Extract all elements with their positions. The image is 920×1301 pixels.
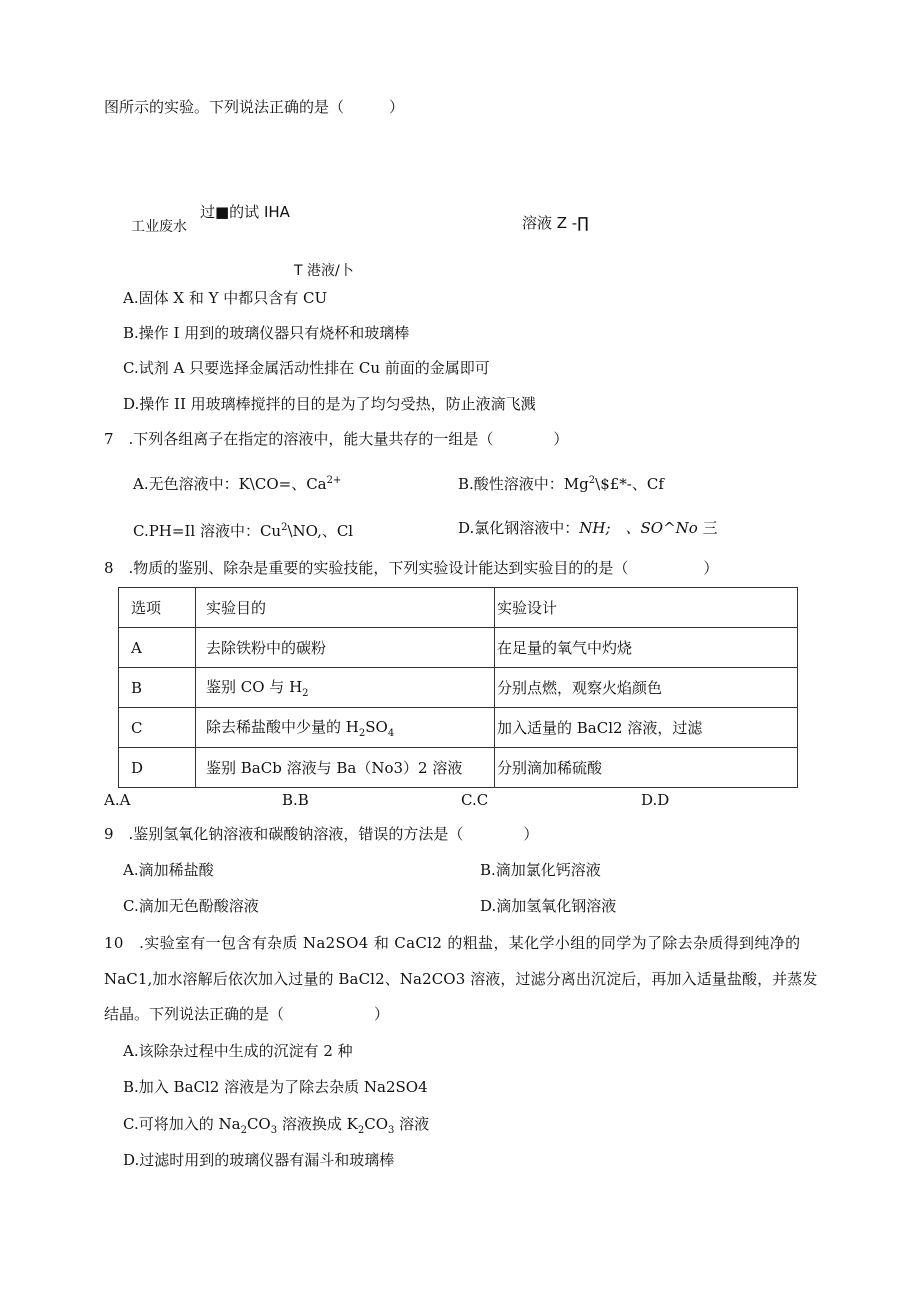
table-row [119, 748, 798, 788]
q8-answer-c: C.C [461, 791, 489, 809]
table-header-design: 实验设计 [495, 588, 798, 628]
table-cell-design: 在足量的氧气中灼烧 [495, 628, 798, 668]
q9-option-a: A.滴加稀盐酸 [123, 861, 214, 879]
table-cell-option: D [119, 748, 196, 788]
q7-option-b: B.酸性溶液中：Mg$^2$\$£*-、Cf [458, 475, 664, 493]
q7-option-d: D.氯化钢溶液中：NH; 、SO^No 三 [458, 519, 718, 537]
table-cell-design: 分别点燃，观察火焰颜色 [495, 668, 798, 708]
table-header-row [119, 588, 798, 628]
q10-line2: NaC1,加水溶解后依次加入过量的 BaCl2、Na2CO3 溶液，过滤分离出沉淀后，再加入适量盐酸，并蒸发 [104, 970, 818, 988]
table-cell-design: 分别滴加稀硫酸 [495, 748, 798, 788]
q8-stem: 8 .物质的鉴别、除杂是重要的实验技能，下列实验设计能达到实验目的的是（ ） [104, 559, 719, 577]
q10-option-b: B.加入 BaCl2 溶液是为了除去杂质 Na2SO4 [123, 1078, 428, 1096]
table-cell-design: 加入适量的 BaCl2 溶液，过滤 [495, 708, 798, 748]
q6-option-c: C.试剂 A 只要选择金属活动性排在 Cu 前面的金属即可 [123, 359, 490, 377]
table-cell-option: A [119, 628, 196, 668]
table-row [119, 628, 798, 668]
q6-option-b: B.操作 I 用到的玻璃仪器只有烧杯和玻璃棒 [123, 324, 410, 342]
table-row [119, 668, 798, 708]
table-cell-purpose: 除去稀盐酸中少量的 $H_2SO_4$ [196, 708, 495, 748]
q9-option-d: D.滴加氢氧化钢溶液 [480, 897, 617, 915]
table-cell-purpose: 鉴别 BaCb 溶液与 Ba（No3）2 溶液 [196, 748, 495, 788]
table-cell-purpose: 去除铁粉中的碳粉 [196, 628, 495, 668]
q10-option-d: D.过滤时用到的玻璃仪器有漏斗和玻璃棒 [123, 1151, 395, 1169]
diagram-label-wastewater: 工业废水 [131, 219, 187, 235]
q6-option-a: A.固体 X 和 Y 中都只含有 CU [123, 289, 328, 307]
table-cell-option: C [119, 708, 196, 748]
q8-answer-b: B.B [282, 791, 309, 809]
table-cell-option: B [119, 668, 196, 708]
table-header-purpose: 实验目的 [196, 588, 495, 628]
q10-line1: 10 .实验室有一包含有杂质 Na2SO4 和 CaCl2 的粗盐，某化学小组的同学为了除去杂质得到纯净的 [104, 934, 801, 952]
diagram-label-solution: 溶液 Z -∏ [522, 214, 589, 232]
q7-stem: 7 .下列各组离子在指定的溶液中，能大量共存的一组是（ ） [104, 430, 569, 448]
q10-option-c: C.可将加入的 $Na_2CO_3$ 溶液换成 $K_2CO_3$ 溶液 [123, 1115, 430, 1136]
table-header-option: 选项 [119, 588, 196, 628]
diagram-label-reagent: 过■的试 IHA [200, 203, 290, 221]
q10-line3: 结晶。下列说法正确的是（ ） [104, 1005, 390, 1023]
q9-option-b: B.滴加氯化钙溶液 [480, 861, 601, 879]
q10-option-a: A.该除杂过程中生成的沉淀有 2 种 [123, 1042, 353, 1060]
q7-option-a: A.无色溶液中：K\CO=、$Ca^{2+}$ [133, 475, 342, 493]
table-row [119, 708, 798, 748]
q6-option-d: D.操作 II 用玻璃棒搅拌的目的是为了均匀受热，防止液滴飞溅 [123, 395, 536, 413]
q9-stem: 9 .鉴别氢氧化钠溶液和碳酸钠溶液，错误的方法是（ ） [104, 825, 539, 843]
q7-option-c: C.PH=Il 溶液中：Cu$^2$\NO,、Cl [133, 522, 354, 540]
intro-text: 图所示的实验。下列说法正确的是（ ） [104, 98, 405, 116]
q8-answer-d: D.D [641, 791, 670, 809]
diagram-label-filtrate: T 港液/卜 [294, 263, 354, 279]
q8-answer-a: A.A [104, 791, 131, 809]
table-cell-purpose: 鉴别 CO 与 $H_2$ [196, 668, 495, 708]
q8-table [118, 587, 798, 788]
q9-option-c: C.滴加无色酚酸溶液 [123, 897, 259, 915]
